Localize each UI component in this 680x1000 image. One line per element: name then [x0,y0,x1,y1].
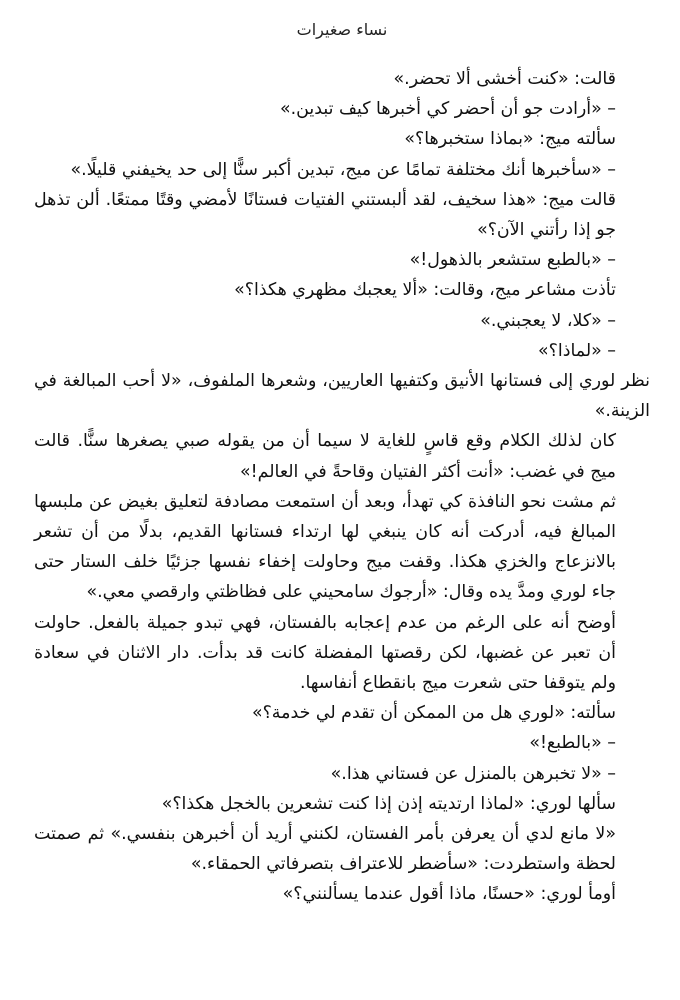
paragraph: – «لماذا؟» [538,340,616,361]
paragraph: أومأ لوري: «حسنًا، ماذا أقول عندما يسألنني؟» [282,884,616,905]
paragraph: سألته: «لوري هل من الممكن أن تقدم لي خدمة؟» [251,703,616,724]
paragraph: – «كلا، لا يعجبني.» [480,310,616,331]
paragraph: سألته ميج: «بماذا ستخبرها؟» [404,129,616,150]
book-page [34,0,650,1000]
paragraph: «لا مانع لدي أن يعرفن بأمر الفستان، لكنني أريد أن أخبرهن بنفسي.» ثم صمتت لحظة واستطردت: «سأضطر للاعتراف بتصرفاتي الحمقاء.» [34,824,616,875]
paragraph: – «سأخبرها أنك مختلفة تمامًا عن ميج، تبدين أكبر سنًّا إلى حد يخيفني قليلًا.» [70,159,616,180]
paragraph: قالت ميج: «هذا سخيف، لقد ألبستني الفتيات فستانًا لأمضي وقتًا ممتعًا. ألن تذهل جو إذا رأتني الآن؟» [34,189,616,241]
paragraph: سألها لوري: «لماذا ارتديته إذن إذا كنت تشعرين بالخجل هكذا؟» [161,793,616,814]
paragraph: – «أرادت جو أن أحضر كي أخبرها كيف تبدين.» [280,99,616,120]
paragraph: كان لذلك الكلام وقع قاسٍ للغاية لا سيما أن من يقوله صبي يصغرها سنًّا. قالت ميج في غضب: «أنت أكثر الفتيان وقاحةً في العالم!» [34,431,616,482]
paragraph: – «بالطبع!» [529,733,616,754]
paragraph: – «لا تخبرهن بالمنزل عن فستاني هذا.» [330,763,616,784]
paragraph: تأذت مشاعر ميج، وقالت: «ألا يعجبك مظهري هكذا؟» [234,280,616,301]
paragraph: نظر لوري إلى فستانها الأنيق وكتفيها العاريين، وشعرها الملفوف، «لا أحب المبالغة في الزينة.» [34,371,650,422]
paragraph: قالت: «كنت أخشى ألا تحضر.» [393,69,616,89]
page-body [34,64,650,910]
paragraph: – «بالطبع ستشعر بالذهول!» [409,250,616,271]
paragraph: ثم مشت نحو النافذة كي تهدأ، وبعد أن استمعت مصادفة لتعليق بغيض عن ملبسها المبالغ فيه، أدركت أنه كان ينبغي لها ارتداء فستانها القديم، بدلًا من أن تشعر بالانزعاج والخزي هكذا. وقفت ميج وحاولت إخفاء نفسها جزئيًا خلف الستار حتى جاء لوري ومدَّ يده وقال: «أرجوك سامحيني على فظاظتي وارقصي معي.» [34,491,616,603]
paragraph: أوضح أنه على الرغم من عدم إعجابه بالفستان، فهي تبدو جميلة بالفعل. حاولت أن تعبر عن غضبها، لكن رقصتها المفضلة كانت قد بدأت. دار الاثنان في سعادة ولم يتوقفا حتى شعرت ميج بانقطاع أنفاسها. [34,612,616,694]
running-header: نساء صغيرات [296,20,388,39]
